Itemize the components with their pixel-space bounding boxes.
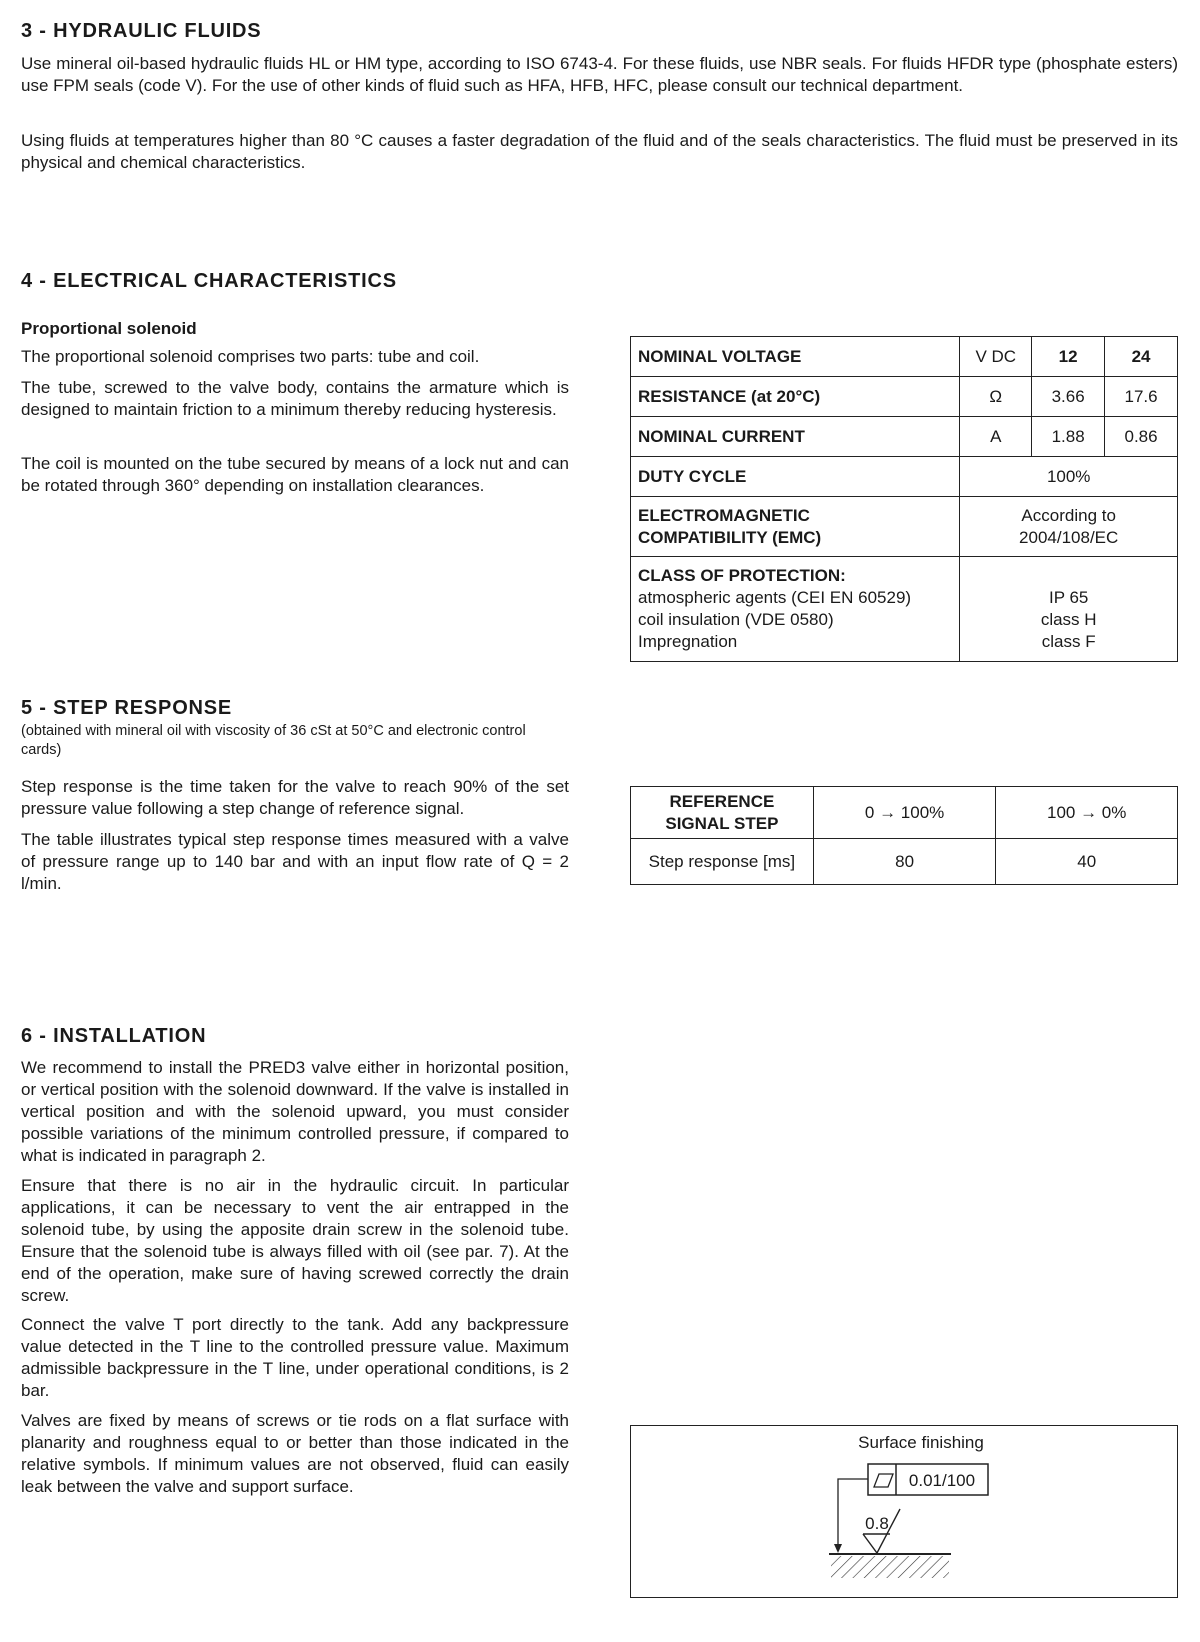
section-3-heading: 3 - HYDRAULIC FLUIDS	[21, 20, 262, 42]
installation-paragraph-2: Ensure that there is no air in the hydraulic circuit. In particular applications, it can be necessary to vent the air entrapped in the solenoid tube, by using the apposite drain screw in the solenoid tube. Ensure that the solenoid tube is always filled with oil (see par. 7). At the end of the operation, make sure of having screwed correctly the drain screw.	[21, 1176, 569, 1305]
table-row	[631, 377, 1178, 417]
emc-value	[960, 497, 1178, 557]
table-row	[631, 557, 1178, 662]
protection-label	[631, 557, 960, 662]
step-response-table	[630, 786, 1178, 885]
protection-value	[960, 557, 1178, 662]
emc-label	[631, 497, 960, 557]
resistance-12: 3.66	[1032, 377, 1105, 417]
protection-row-3: Impregnation	[638, 632, 738, 651]
emc-value-line-1: According to	[1021, 505, 1116, 525]
protection-title: CLASS OF PROTECTION:	[638, 566, 846, 585]
section-5-heading: 5 - STEP RESPONSE	[21, 697, 233, 719]
emc-value-line-2: 2004/108/EC	[1019, 527, 1119, 547]
solenoid-paragraph-2: The tube, screwed to the valve body, contains the armature which is designed to maintain friction to a minimum thereby reducing hysteresis.	[21, 378, 569, 419]
table-row	[631, 497, 1178, 557]
surface-hatch	[831, 1556, 949, 1578]
solenoid-paragraph-3: The coil is mounted on the tube secured by means of a lock nut and can be rotated through 360° depending on installation clearances.	[21, 454, 569, 495]
table-row	[631, 417, 1178, 457]
table-row	[631, 457, 1178, 497]
installation-paragraph-3: Connect the valve T port directly to the tank. Add any backpressure value detected in the T line to the controlled pressure value. Maximum admissible backpressure in the T line, under operational conditions, is 2 bar.	[21, 1315, 569, 1400]
protection-value-1: IP 65	[1048, 588, 1089, 607]
step-response-note: (obtained with mineral oil with viscosity of 36 cSt at 50°C and electronic control cards)	[21, 723, 526, 758]
step-up-header: 0 → 100%	[813, 787, 996, 839]
voltage-unit: V DC	[960, 337, 1032, 377]
leader-arrow-icon	[834, 1544, 842, 1553]
reference-header-line-2: SIGNAL STEP	[665, 813, 779, 833]
protection-value-3: class F	[1041, 632, 1096, 651]
step-response-paragraph-2: The table illustrates typical step response times measured with a valve of pressure range up to 140 bar and with an input flow rate of Q = 2 l/min.	[21, 830, 569, 893]
surface-finishing-diagram	[631, 1426, 1177, 1597]
roughness-value: 0.8	[865, 1514, 889, 1533]
solenoid-subheading: Proportional solenoid	[21, 319, 197, 338]
installation-paragraph-4: Valves are fixed by means of screws or tie rods on a flat surface with planarity and roughness equal to or better than those indicated in the relative symbols. If minimum values are not observed, fluid can easily leak between the valve and support surface.	[21, 1411, 569, 1496]
fluids-paragraph-1: Use mineral oil-based hydraulic fluids HL or HM type, according to ISO 6743-4. For these fluids, use NBR seals. For fluids HFDR type (phosphate esters) use FPM seals (code V). For the use of other kinds of fluid such as HFA, HFB, HFC, please consult our technical department.	[21, 54, 1178, 95]
leader-line	[838, 1479, 868, 1551]
current-24: 0.86	[1105, 417, 1178, 457]
reference-signal-header	[631, 787, 814, 839]
protection-row-1: atmospheric agents (CEI EN 60529)	[638, 588, 912, 607]
solenoid-paragraph-1: The proportional solenoid comprises two parts: tube and coil.	[21, 347, 480, 366]
installation-paragraph-1: We recommend to install the PRED3 valve either in horizontal position, or vertical position with the solenoid downward. If the valve is installed in vertical position and with the solenoid upward, you must consider possible variations of the minimum controlled pressure, if compared to what is indicated in paragraph 2.	[21, 1058, 569, 1165]
table-row	[631, 337, 1178, 377]
current-unit: A	[960, 417, 1032, 457]
duty-cycle-label: DUTY CYCLE	[631, 457, 960, 497]
emc-label-line-1: ELECTROMAGNETIC	[638, 505, 810, 525]
step-down-value: 40	[996, 839, 1178, 885]
current-12: 1.88	[1032, 417, 1105, 457]
duty-cycle-value: 100%	[960, 457, 1178, 497]
emc-label-line-2: COMPATIBILITY (EMC)	[638, 527, 822, 547]
resistance-unit: Ω	[960, 377, 1032, 417]
voltage-label: NOMINAL VOLTAGE	[631, 337, 960, 377]
step-up-value: 80	[813, 839, 996, 885]
reference-header-line-1: REFERENCE	[669, 791, 775, 811]
step-response-paragraph-1: Step response is the time taken for the valve to reach 90% of the set pressure value following a step change of reference signal.	[21, 777, 569, 818]
flatness-icon	[874, 1474, 893, 1487]
fluids-paragraph-2: Using fluids at temperatures higher than 80 °C causes a faster degradation of the fluid and of the seals characteristics. The fluid must be preserved in its physical and chemical characteristics.	[21, 131, 1178, 172]
protection-value-2: class H	[1040, 610, 1097, 629]
table-row	[631, 787, 1178, 839]
table-row	[631, 839, 1178, 885]
electrical-characteristics-table	[630, 336, 1178, 662]
section-6-heading: 6 - INSTALLATION	[21, 1025, 207, 1047]
voltage-24: 24	[1105, 337, 1178, 377]
resistance-24: 17.6	[1105, 377, 1178, 417]
voltage-12: 12	[1032, 337, 1105, 377]
surface-finishing-box	[630, 1425, 1178, 1598]
section-4-heading: 4 - ELECTRICAL CHARACTERISTICS	[21, 270, 397, 292]
resistance-label: RESISTANCE (at 20°C)	[631, 377, 960, 417]
protection-row-2: coil insulation (VDE 0580)	[638, 610, 834, 629]
flatness-value: 0.01/100	[908, 1471, 976, 1490]
current-label: NOMINAL CURRENT	[631, 417, 960, 457]
step-down-header: 100 → 0%	[996, 787, 1178, 839]
step-response-label: Step response [ms]	[631, 839, 814, 885]
surface-finishing-title: Surface finishing	[858, 1433, 984, 1452]
